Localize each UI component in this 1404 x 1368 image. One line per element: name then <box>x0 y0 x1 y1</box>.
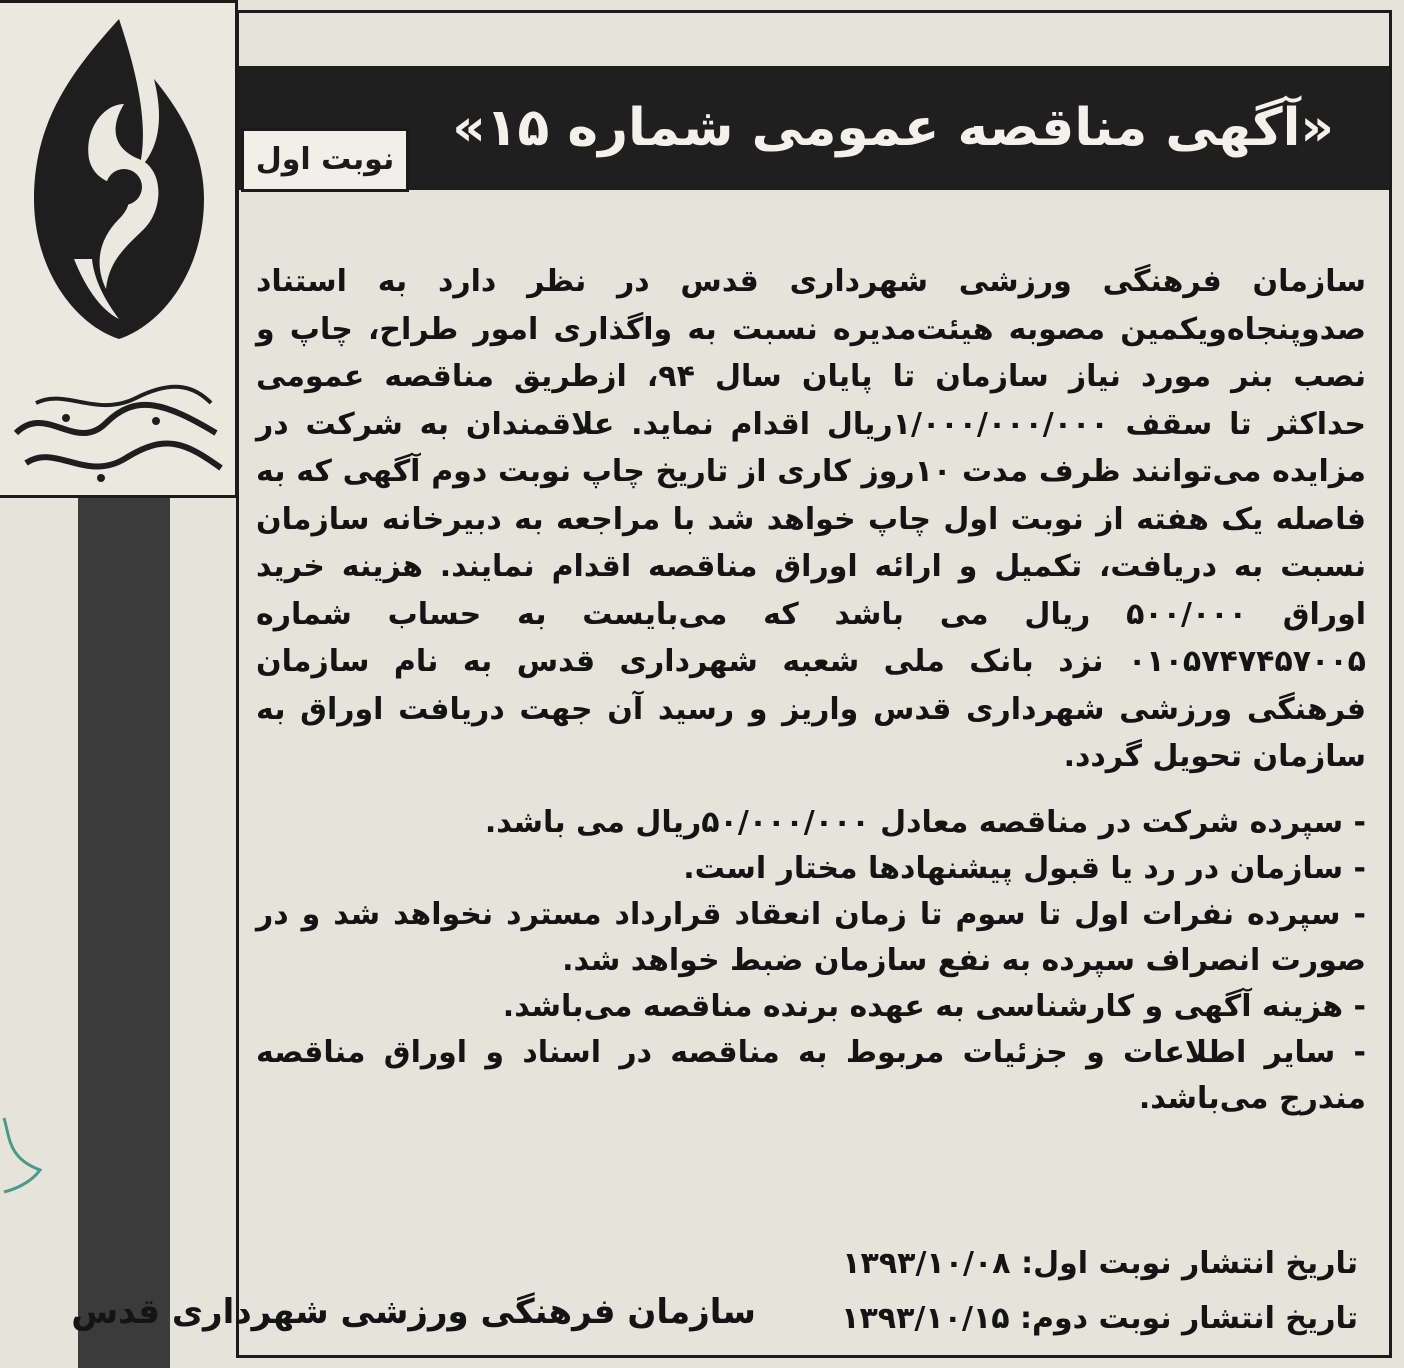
list-item: - سپرده نفرات اول تا سوم تا زمان انعقاد قرارداد مسترد نخواهد شد و در صورت انصراف سپرده به نفع سازمان ضبط خواهد شد. <box>256 897 1366 978</box>
list-item: - هزینه آگهی و کارشناسی به عهده برنده مناقصه می‌باشد. <box>502 989 1366 1024</box>
list-item: - سازمان در رد یا قبول پیشنهادها مختار است. <box>683 851 1366 886</box>
notice-body: سازمان فرهنگی ورزشی شهرداری قدس در نظر دارد به استناد صدوپنجاه‌ویکمین مصوبه هیئت‌مدیره نسبت به واگذاری امور طراح، چاپ و نصب بنر مورد نیاز سازمان تا پایان سال ۹۴، ازطریق مناقصه عمومی حداکثر تا سقف ۱/۰۰۰/۰۰۰/۰۰۰ریال اقدام نماید. علاقمندان به شرکت در مزایده می‌توانند ظرف مدت ۱۰روز کاری از تاریخ چاپ نوبت دوم آگهی که به فاصله یک هفته از نوبت اول چاپ خواهد شد با مراجعه به دبیرخانه سازمان نسبت به دریافت، تکمیل و ارائه اوراق مناقصه اقدام نمایند. هزینه خرید اوراق ۵۰۰/۰۰۰ ریال می باشد که می‌بایست به حساب شماره ۰۱۰۵۷۴۷۴۵۷۰۰۵ نزد بانک ملی شعبه شهرداری قدس به نام سازمان فرهنگی ورزشی شهرداری قدس واریز و رسید آن جهت دریافت اوراق به سازمان تحویل گردد. <box>256 264 1367 774</box>
decorative-side-bar <box>78 498 170 1368</box>
notice-title: «آگهی مناقصه عمومی شماره ۱۵» <box>452 98 1334 158</box>
logo-calligraphy-icon <box>6 363 230 493</box>
issuer-signature: سازمان فرهنگی ورزشی شهرداری قدس <box>71 1292 756 1332</box>
list-item: - سپرده شرکت در مناقصه معادل ۵۰/۰۰۰/۰۰۰ریال می باشد. <box>484 805 1366 840</box>
conditions-list <box>256 800 1366 1122</box>
flame-logo-icon <box>14 9 224 359</box>
list-item: - سایر اطلاعات و جزئیات مربوط به مناقصه در اسناد و اوراق مناقصه مندرج می‌باشد. <box>256 1035 1366 1116</box>
pen-mark-icon <box>0 1108 44 1196</box>
publication-dates <box>838 1236 1358 1346</box>
logo-panel <box>0 0 238 498</box>
publication-round-badge: نوبت اول <box>241 128 409 192</box>
first-publication-date: تاریخ انتشار نوبت اول: ۱۳۹۳/۱۰/۰۸ <box>842 1246 1358 1281</box>
second-publication-date: تاریخ انتشار نوبت دوم: ۱۳۹۳/۱۰/۱۵ <box>841 1301 1358 1336</box>
